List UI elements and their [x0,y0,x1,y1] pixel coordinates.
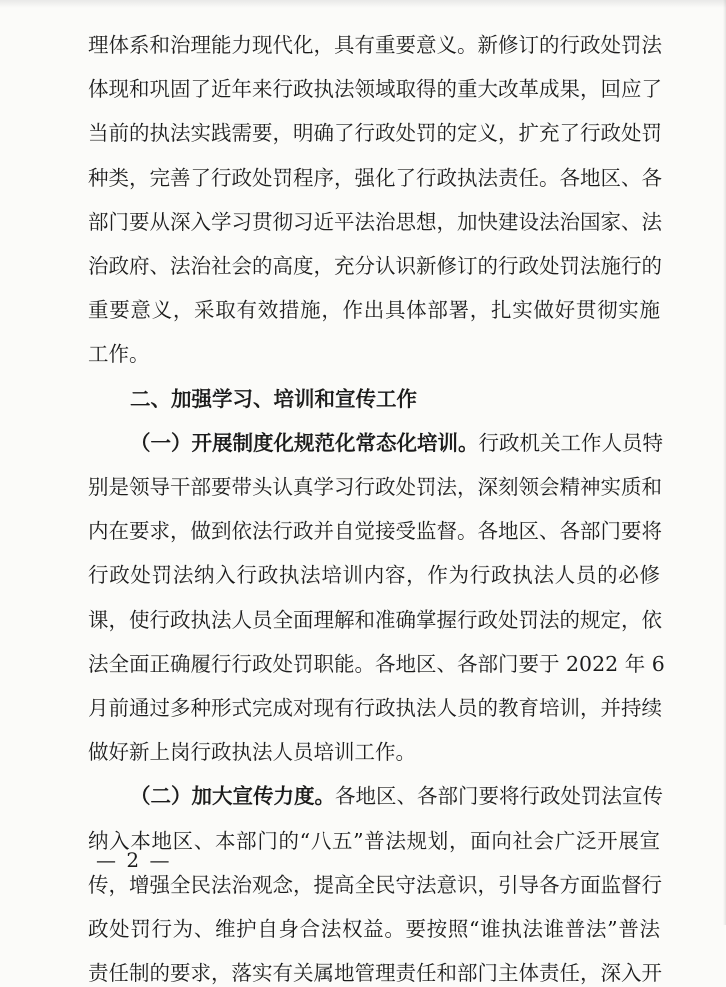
body-line: 行政处罚法纳入行政执法培训内容，作为行政执法人员的必修 [88,563,660,587]
paragraph-first-line [130,429,663,457]
body-line: 月前通过多种形式完成对现有行政执法人员的教育培训，并持续 [88,696,662,720]
body-line: 纳入本地区、本部门的“八五”普法规划，面向社会广泛开展宣 [88,829,660,853]
body-line: 体现和巩固了近年来行政执法领域取得的重大改革成果，回应了 [88,77,662,101]
body-line: 政处罚行为、维护自身合法权益。要按照“谁执法谁普法”普法 [88,917,660,941]
body-line: 工作。 [88,342,150,366]
scan-edge-top [0,0,726,8]
body-line: 责任制的要求，落实有关属地管理责任和部门主体责任，深入开 [88,961,662,985]
paragraph-text: 各地区、各部门要将行政处罚法宣传 [335,784,663,808]
body-line: 当前的执法实践需要，明确了行政处罚的定义，扩充了行政处罚 [88,121,662,145]
body-line: 内在要求，做到依法行政并自觉接受监督。各地区、各部门要将 [88,519,662,543]
body-line: 法全面正确履行行政处罚职能。各地区、各部门要于 2022 年 6 [88,652,665,676]
page-number: — 2 — [96,848,172,872]
body-line: 种类，完善了行政处罚程序，强化了行政执法责任。各地区、各 [88,166,662,190]
section-heading: 二、加强学习、培训和宣传工作 [130,387,417,411]
paragraph-first-line [130,782,663,810]
body-line: 课，使行政执法人员全面理解和准确掌握行政处罚法的规定，依 [88,608,662,632]
paragraph-text: 行政机关工作人员特 [478,431,663,455]
body-line: 传，增强全民法治观念，提高全民守法意识，引导各方面监督行 [88,873,662,897]
body-line: 治政府、法治社会的高度，充分认识新修订的行政处罚法施行的 [88,254,662,278]
paragraph-lead: （一）开展制度化规范化常态化培训。 [130,431,479,455]
body-line: 部门要从深入学习贯彻习近平法治思想，加快建设法治国家、法 [88,210,662,234]
body-line: 别是领导干部要带头认真学习行政处罚法，深刻领会精神实质和 [88,475,662,499]
paragraph-lead: （二）加大宣传力度。 [130,784,335,808]
body-line: 做好新上岗行政执法人员培训工作。 [88,740,416,764]
body-line: 重要意义，采取有效措施，作出具体部署，扎实做好贯彻实施 [88,298,660,322]
body-line: 理体系和治理能力现代化，具有重要意义。新修订的行政处罚法 [88,33,662,57]
